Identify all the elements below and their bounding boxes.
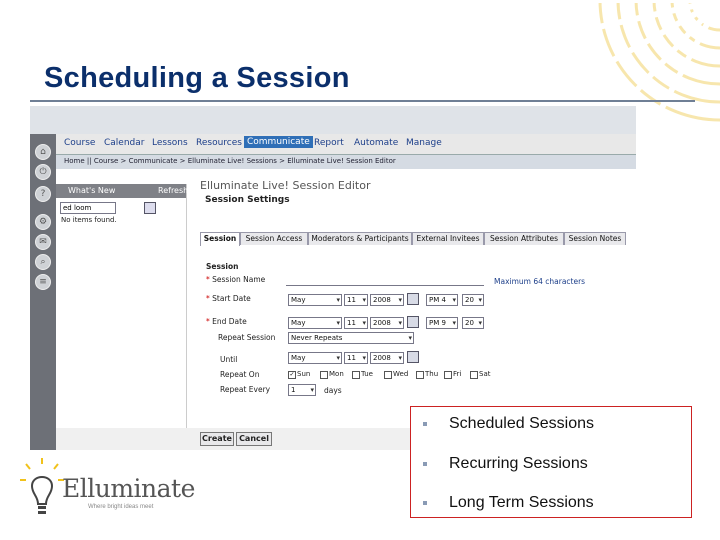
end-calendar-icon[interactable] (407, 316, 419, 328)
slide-title: Scheduling a Session (44, 62, 350, 94)
day-label: Mon (329, 370, 344, 378)
help-icon[interactable]: ? (35, 186, 51, 202)
start-month-select[interactable]: May ▾ (288, 294, 342, 306)
bullet-marker (423, 422, 427, 426)
until-month-select[interactable]: May ▾ (288, 352, 342, 364)
until-year-select[interactable]: 2008 ▾ (370, 352, 404, 364)
editor-title: Elluminate Live! Session Editor (200, 179, 371, 192)
bullet-box: Scheduled Sessions Recurring Sessions Long Term Sessions (410, 406, 692, 518)
editor-tabs (200, 232, 632, 247)
session-name-hint: Maximum 64 characters (494, 277, 586, 286)
day-label: Sat (479, 370, 491, 378)
logo-tagline: Where bright ideas meet (88, 504, 154, 510)
home-icon[interactable]: ⌂ (35, 144, 51, 160)
calendar-icon[interactable] (144, 202, 156, 214)
nav-communicate[interactable]: Communicate (244, 136, 313, 148)
notes-icon[interactable]: ≡ (35, 274, 51, 290)
day-checkbox-sat[interactable] (470, 371, 478, 379)
session-name-label: * Session Name (206, 275, 266, 284)
mail-icon[interactable]: ✉ (35, 234, 51, 250)
session-form (200, 246, 632, 428)
repeat-every-label: Repeat Every (220, 385, 271, 394)
day-checkbox-wed[interactable] (384, 371, 392, 379)
main-nav (56, 134, 636, 154)
repeat-session-select[interactable]: Never Repeats ▾ (288, 332, 414, 344)
tab-session-access[interactable]: Session Access (240, 232, 308, 245)
session-name-input[interactable] (286, 275, 484, 286)
nav-automate[interactable]: Automate (354, 138, 399, 148)
gear-icon[interactable]: ⚙ (35, 214, 51, 230)
day-label: Sun (297, 370, 311, 378)
search-icon[interactable]: ⌕ (35, 254, 51, 270)
day-label: Fri (453, 370, 462, 378)
end-hour-select[interactable]: PM 9 ▾ (426, 317, 458, 329)
tab-session[interactable]: Session (200, 232, 240, 246)
day-checkbox-sun[interactable]: ✓ (289, 371, 295, 378)
day-label: Wed (393, 370, 409, 378)
side-filter-select[interactable]: ed loom (60, 202, 116, 214)
until-calendar-icon[interactable] (407, 351, 419, 363)
nav-report[interactable]: Report (314, 138, 344, 148)
tab-external-invitees[interactable]: External Invitees (412, 232, 484, 245)
nav-lessons[interactable]: Lessons (152, 138, 188, 148)
start-date-label: * Start Date (206, 294, 251, 303)
nav-calendar[interactable]: Calendar (104, 138, 145, 148)
breadcrumb-text[interactable]: Home || Course > Communicate > Elluminate Live! Sessions > Elluminate Live! Session Editor (64, 157, 396, 165)
day-label: Thu (425, 370, 439, 378)
day-checkbox-tue[interactable] (352, 371, 360, 379)
bullet-marker (423, 501, 427, 505)
repeat-every-unit: days (324, 386, 342, 395)
app-screenshot (30, 106, 636, 450)
repeat-every-select[interactable]: 1 ▾ (288, 384, 316, 396)
start-calendar-icon[interactable] (407, 293, 419, 305)
refresh-link[interactable]: Refresh (158, 186, 189, 195)
create-button[interactable]: Create (200, 432, 234, 446)
left-toolbar (30, 134, 56, 450)
day-checkbox-fri[interactable] (444, 371, 452, 379)
repeat-session-label: Repeat Session (218, 333, 276, 342)
day-checkbox-thu[interactable] (416, 371, 424, 379)
tab-session-attributes[interactable]: Session Attributes (484, 232, 564, 245)
nav-manage[interactable]: Manage (406, 138, 442, 148)
elluminate-logo (20, 456, 195, 526)
side-panel-header (56, 184, 189, 198)
tab-moderators[interactable]: Moderators & Participants (308, 232, 412, 245)
until-label: Until (220, 355, 238, 364)
whats-new-tab[interactable]: What's New (68, 186, 116, 195)
power-icon[interactable]: ⏻ (35, 164, 51, 180)
app-banner (30, 106, 636, 134)
start-day-select[interactable]: 11 ▾ (344, 294, 368, 306)
empty-message: No items found. (61, 216, 117, 224)
end-date-label: * End Date (206, 317, 247, 326)
bullet-marker (423, 462, 427, 466)
cancel-button[interactable]: Cancel (236, 432, 272, 446)
start-hour-select[interactable]: PM 4 ▾ (426, 294, 458, 306)
day-label: Tue (361, 370, 373, 378)
tab-session-notes[interactable]: Session Notes (564, 232, 626, 245)
end-minute-select[interactable]: 20 ▾ (462, 317, 484, 329)
title-divider (30, 100, 695, 102)
settings-heading: Session Settings (205, 195, 290, 205)
end-year-select[interactable]: 2008 ▾ (370, 317, 404, 329)
repeat-on-label: Repeat On (220, 370, 260, 379)
section-label: Session (206, 262, 239, 271)
until-day-select[interactable]: 11 ▾ (344, 352, 368, 364)
day-checkbox-mon[interactable] (320, 371, 328, 379)
end-day-select[interactable]: 11 ▾ (344, 317, 368, 329)
start-year-select[interactable]: 2008 ▾ (370, 294, 404, 306)
breadcrumb (56, 154, 636, 169)
whats-new-panel (56, 184, 187, 450)
start-minute-select[interactable]: 20 ▾ (462, 294, 484, 306)
end-month-select[interactable]: May ▾ (288, 317, 342, 329)
nav-resources[interactable]: Resources (196, 138, 242, 148)
nav-course[interactable]: Course (64, 138, 96, 148)
logo-wordmark: Elluminate (62, 474, 195, 503)
lightbulb-icon (20, 456, 64, 522)
